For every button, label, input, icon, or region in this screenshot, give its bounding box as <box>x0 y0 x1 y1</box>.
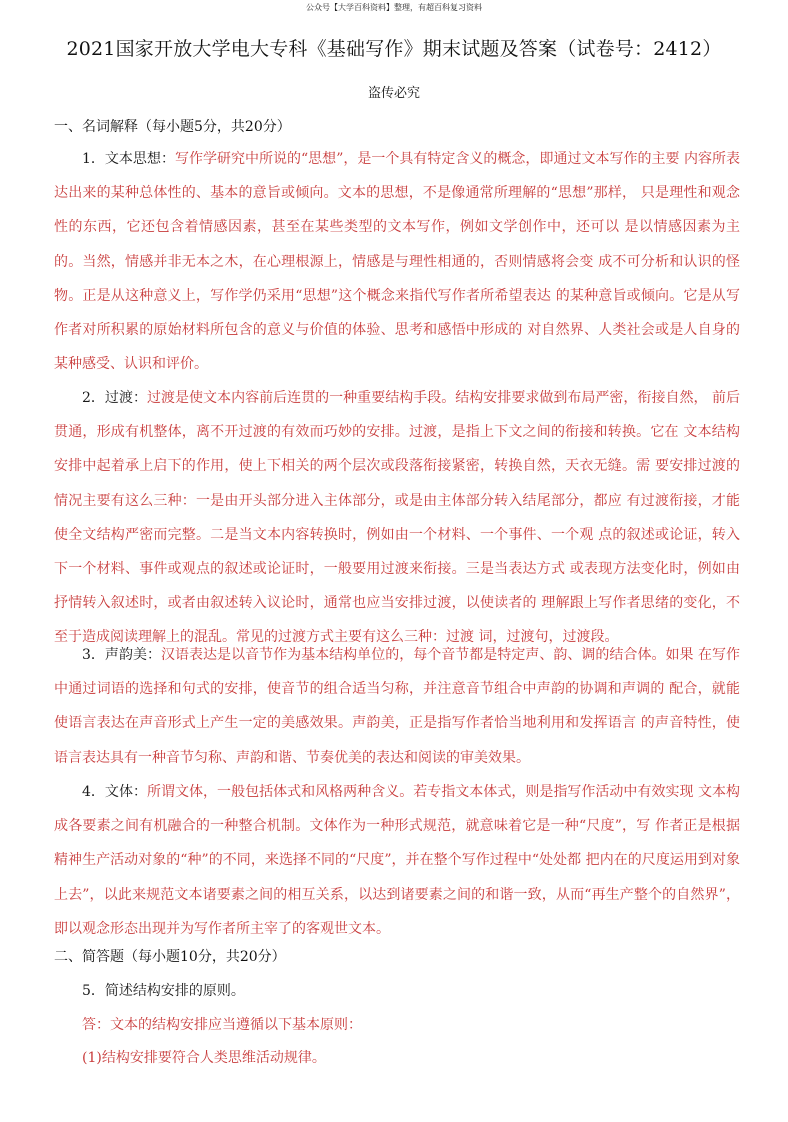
subtitle: 盗传必究 <box>367 86 420 101</box>
item-lead-3: 3．声韵美： <box>82 647 161 663</box>
section-heading-1: 一、名词解释（每小题5分，共20分） <box>54 119 291 135</box>
item-lead-1: 1．文本思想： <box>82 151 175 167</box>
definition-item-1 <box>54 142 740 381</box>
item-text-1: 写作学研究中所说的“思想”，是一个具有特定含义的概念，即通过文本写作的主要 内容所表达出来的某种总体性的、基本的意旨或倾向。文本的思想，不是像通常所理解的“思想”那样， 只是理性和观念性的东西，它还包含着情感因素，甚至在某些类型的文本写作，例如文学创作中，还可以 是以情感因素为主的。当然，情感并非无本之木，在心理根源上，情感是与理性相通的，否则情感将会变 成不可分析和认识的怪物。正是从这种意义上，写作学仍采用“思想”这个概念来指代写作者所希望表达 的某种意旨或倾向。它是从写作者对所积累的原始材料所包含的意义与价值的体验、思考和感悟中形成的 对自然界、人类社会或是人自身的某种感受、认识和评价。 <box>54 151 740 373</box>
definition-item-3 <box>54 638 740 775</box>
item-text-3: 汉语表达是以音节作为基本结构单位的，每个音节都是特定声、韵、调的结合体。如果 在写作中通过词语的选择和句式的安排，使音节的组合适当匀称，并注意音节组合中声韵的协调和声调的 配合，就能使语言表达在声音形式上产生一定的美感效果。声韵美，正是指写作者恰当地利用和发挥语言 的声音特性，使语言表达具有一种音节匀称、声韵和谐、节奏优美的表达和阅读的审美效果。 <box>54 647 740 766</box>
answer-intro: 答：文本的结构安排应当遵循以下基本原则： <box>82 1017 362 1033</box>
item-text-4: 所谓文体，一般包括体式和风格两种含义。若专指文本体式，则是指写作活动中有效实现 文本构成各要素之间有机融合的一种整合机制。文体作为一种形式规范，就意味着它是一种“尺度”，写 作者正是根据精神生产活动对象的“种”的不同，来选择不同的“尺度”，并在整个写作过程中“处处都 把内在的尺度运用到对象上去”，以此来规范文本诸要素之间的相互关系，以达到诸要素之间的和谐一致，从而“再生产整个的自然界”，即以观念形态出现并为写作者所主宰了的客观世文本。 <box>54 784 740 937</box>
definition-item-4 <box>54 775 740 946</box>
page-title: 2021国家开放大学电大专科《基础写作》期末试题及答案（试卷号：2412） <box>66 38 722 60</box>
header-note: 公众号【大学百科资料】整理，有超百科复习资料 <box>306 3 482 12</box>
answer-point-1: (1)结构安排要符合人类思维活动规律。 <box>82 1050 326 1066</box>
item-lead-4: 4．文体： <box>82 784 147 800</box>
question-5: 5．简述结构安排的原则。 <box>82 983 245 999</box>
section-heading-2: 二、简答题（每小题10分，共20分） <box>54 949 286 965</box>
item-text-2: 过渡是使文本内容前后连贯的一种重要结构手段。结构安排要求做到布局严密，衔接自然， 前后贯通，形成有机整体，离不开过渡的有效而巧妙的安排。过渡，是指上下文之间的衔接和转换。它在 文本结构安排中起着承上启下的作用，使上下相关的两个层次或段落衔接紧密，转换自然，天衣无缝。需 要安排过渡的情况主要有这么三种：一是由开头部分进入主体部分，或是由主体部分转入结尾部分，都应 有过渡衔接，才能使全文结构严密而完整。二是当文本内容转换时，例如由一个材料、一个事件、一个观 点的叙述或论证，转入下一个材料、事件或观点的叙述或论证时，一般要用过渡来衔接。三是当表达方式 或表现方法变化时，例如由抒情转入叙述时，或者由叙述转入议论时，通常也应当安排过渡，以使读者的 理解跟上写作者思绪的变化，不至于造成阅读理解上的混乱。常见的过渡方式主要有这么三种：过渡 词，过渡句，过渡段。 <box>54 390 740 646</box>
definition-item-2 <box>54 381 740 655</box>
item-lead-2: 2．过渡： <box>82 390 147 406</box>
